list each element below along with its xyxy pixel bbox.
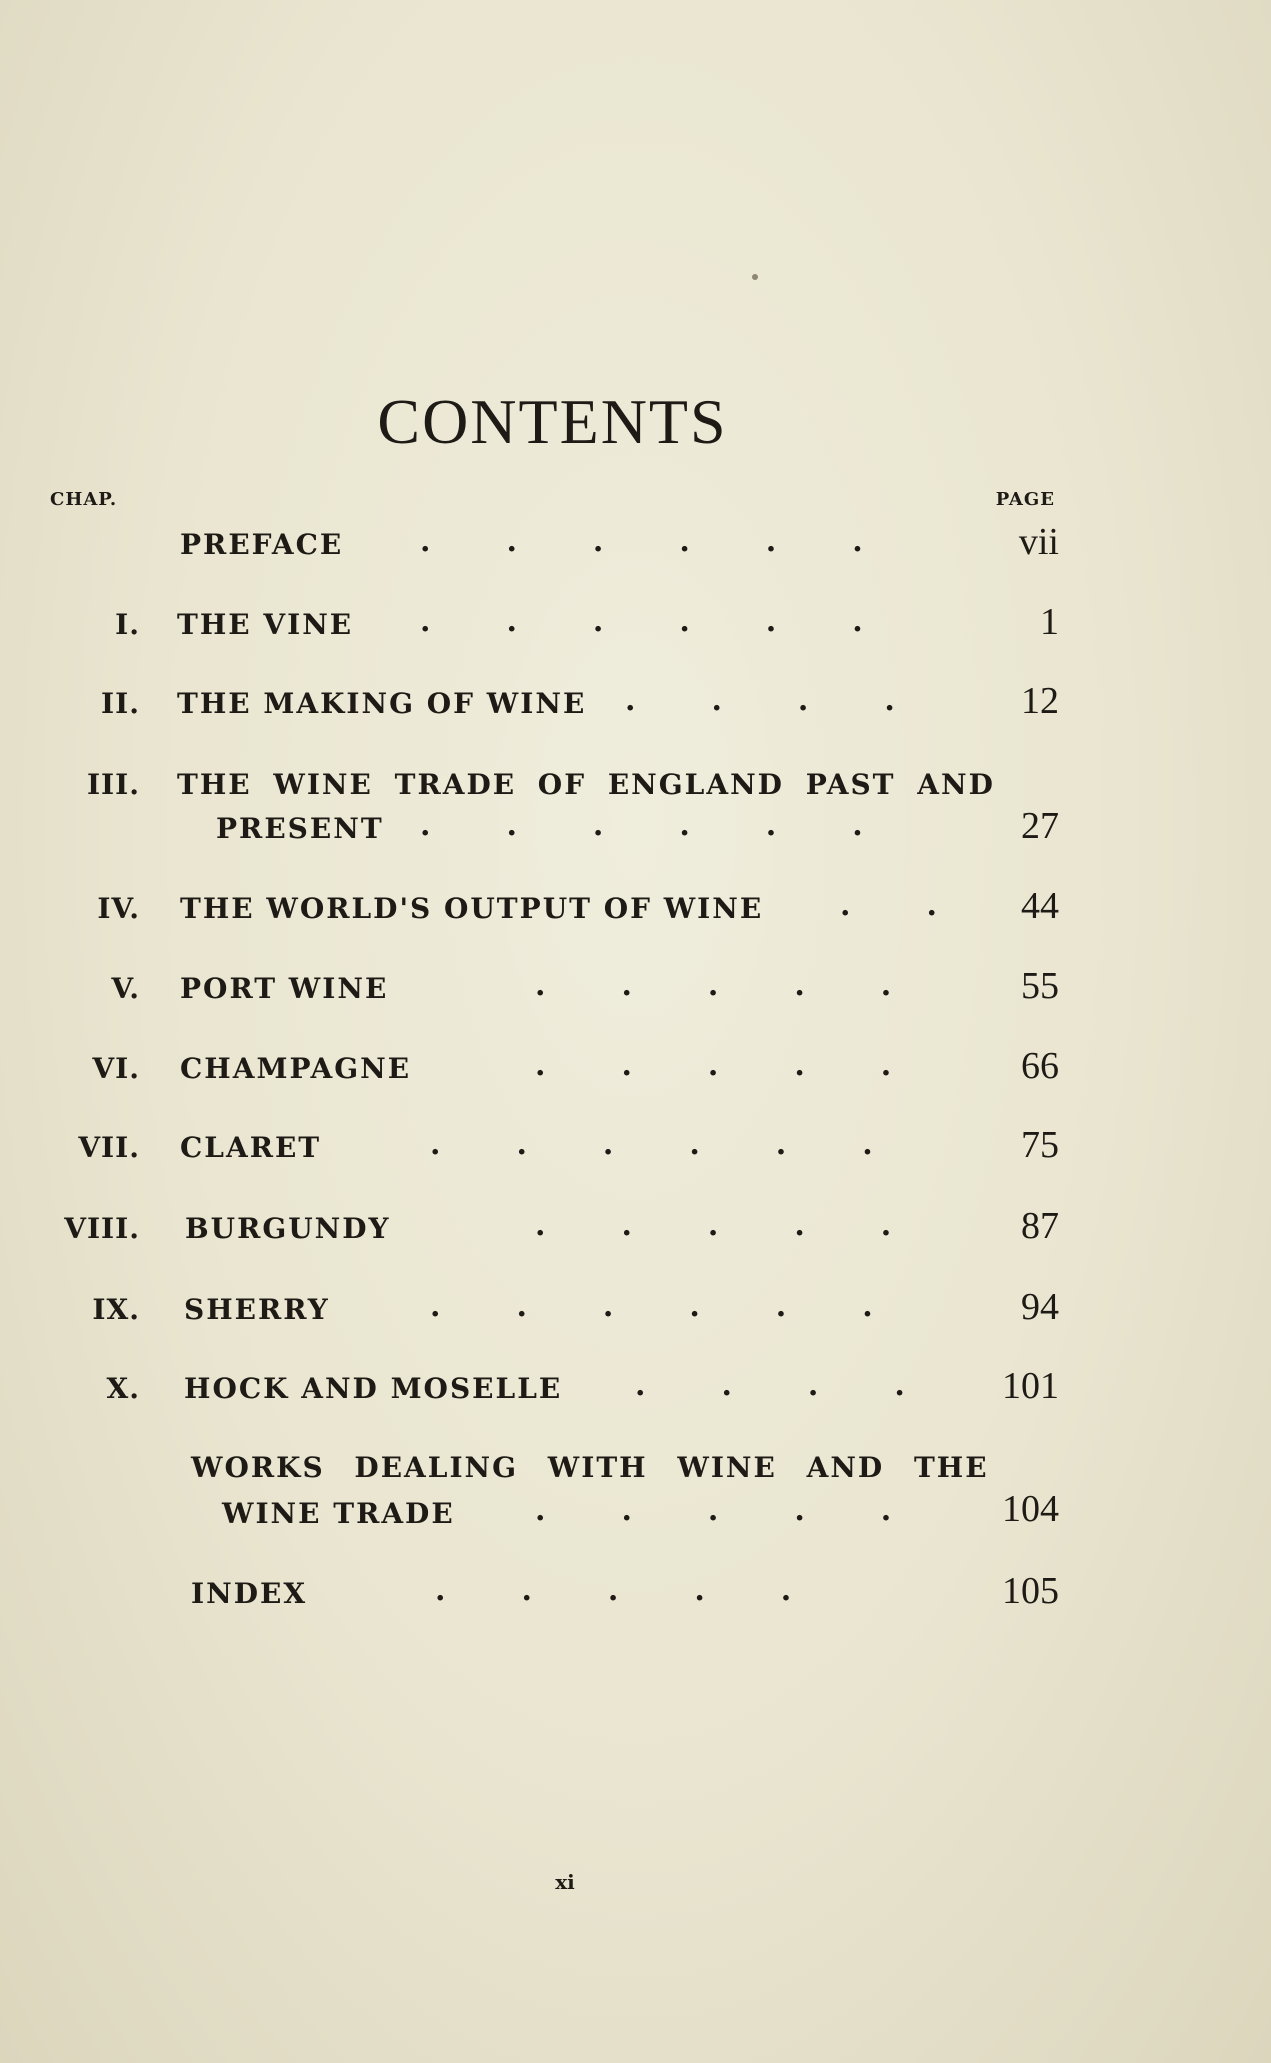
entry-title: THE WINE TRADE OF ENGLAND PAST AND [177, 768, 995, 801]
page-number: 44 [1021, 885, 1059, 927]
entry-title: THE VINE [177, 608, 354, 641]
leader-dots: ..... [535, 1493, 968, 1528]
leader-dots: ...... [430, 1127, 949, 1162]
entry-title: CHAMPAGNE [180, 1052, 412, 1085]
entry-title: HOCK AND MOSELLE [184, 1372, 563, 1405]
leader-dots: .... [625, 683, 971, 718]
chapter-number: VIII. [64, 1212, 140, 1245]
entry-title-continued: WINE TRADE [222, 1497, 455, 1530]
chapter-number: II. [101, 687, 140, 720]
entry-title-continued: PRESENT [216, 812, 384, 845]
ink-speck [752, 274, 758, 280]
folio-page-number: xi [555, 1870, 575, 1894]
leader-dots: ...... [420, 604, 939, 639]
page-number: 12 [1021, 680, 1059, 722]
leader-dots: ..... [435, 1573, 868, 1608]
page-number: 94 [1021, 1286, 1059, 1328]
leader-dots: ...... [420, 524, 939, 559]
chapter-number: III. [86, 768, 140, 801]
entry-title: PORT WINE [180, 972, 389, 1005]
page-number: vii [1018, 521, 1059, 563]
page-number: 104 [1002, 1488, 1059, 1530]
entry-title: SHERRY [184, 1293, 330, 1326]
leader-dots: ...... [420, 808, 939, 843]
page-number: 75 [1021, 1124, 1059, 1166]
entry-title: BURGUNDY [185, 1212, 391, 1245]
leader-dots: ..... [535, 968, 968, 1003]
page-title: CONTENTS [377, 386, 728, 457]
chapter-number: IV. [97, 892, 140, 925]
entry-title: PREFACE [180, 528, 344, 561]
page-number: 66 [1021, 1045, 1059, 1087]
page-number: 1 [1040, 601, 1059, 643]
chapter-number: V. [111, 972, 140, 1005]
page-column-header: PAGE [995, 489, 1055, 510]
entry-title: INDEX [191, 1577, 308, 1610]
page-number: 87 [1021, 1205, 1059, 1247]
leader-dots: ..... [535, 1048, 968, 1083]
page-number: 101 [1002, 1365, 1059, 1407]
entry-title: THE MAKING OF WINE [177, 687, 587, 720]
leader-dots: ..... [535, 1208, 968, 1243]
leader-dots: .. [840, 888, 1013, 923]
chapter-number: I. [115, 608, 140, 641]
chapter-number: X. [106, 1372, 140, 1405]
page-number: 105 [1002, 1570, 1059, 1612]
entry-title: CLARET [180, 1131, 322, 1164]
entry-title: WORKS DEALING WITH WINE AND THE [191, 1451, 989, 1484]
chapter-number: VII. [78, 1131, 140, 1164]
page-number: 55 [1021, 965, 1059, 1007]
leader-dots: ...... [430, 1289, 949, 1324]
entry-title: THE WORLD'S OUTPUT OF WINE [180, 892, 764, 925]
chapter-column-header: CHAP. [50, 489, 118, 510]
chapter-number: VI. [92, 1052, 140, 1085]
leader-dots: .... [635, 1368, 981, 1403]
page-number: 27 [1021, 805, 1059, 847]
chapter-number: IX. [92, 1293, 140, 1326]
